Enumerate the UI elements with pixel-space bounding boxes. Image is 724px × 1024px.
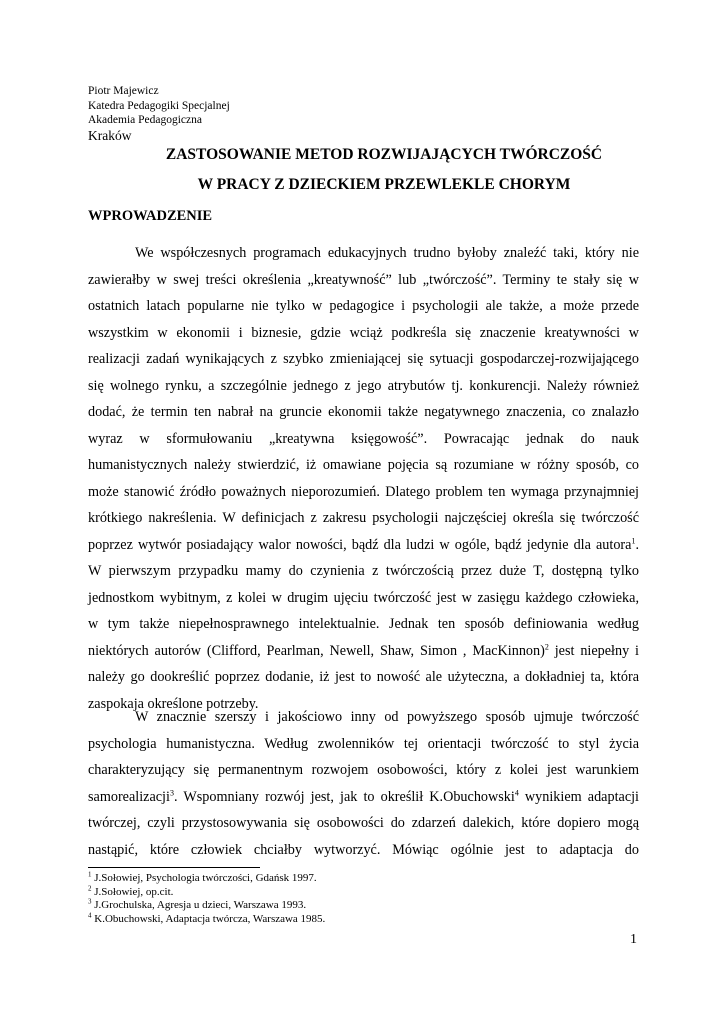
footnote-number: 4 [88,911,92,920]
department: Katedra Pedagogiki Specjalnej [88,99,230,112]
text-line: W pierwszym przypadku mamy do czynienia z twórczością przez duże T, dostępną tylko [88,563,639,579]
city: Kraków [88,127,132,143]
text-line: jednostkom wybitnym, z kolei w drugim ujęciu twórczość jest w zasięgu każdego człowieka, [88,589,639,606]
footnote-ref: 3 [169,787,174,797]
line-text: jest niepełny i [548,642,639,659]
text-line-with-footnote: poprzez wytwór posiadający walor nowości, bądź dla ludzi w ogóle, bądź jedynie dla autora$^1$. [88,535,639,553]
text-line-with-footnote [88,638,639,665]
footnote-number: 2 [88,883,92,892]
text-line: dodać, że termin ten nabrał na gruncie ekonomii także negatywnego znaczenia, co znalazło [88,404,639,420]
title-line-2: W PRACY Z DZIECKIEM PRZEWLEKLE CHORYM [197,176,571,193]
footnote-ref: 1 [631,535,636,545]
text-line: wyraz w sformułowaniu „kreatywna księgowość”. Powracając jednak do nauk [88,430,639,447]
footnotes [88,872,325,926]
footnote [88,872,325,886]
footnote [88,913,325,927]
author-block [88,84,230,144]
footnote-text: J.Grochulska, Agresja u dzieci, Warszawa 1993. [91,899,307,912]
text-line: wszystkim w ekonomii i biznesie, gdzie wciąż podkreśla się znaczenie kreatywności w [88,324,639,341]
author-name: Piotr Majewicz [88,85,159,97]
line-text: samorealizacji [88,788,170,805]
text-line: się wolnego rynku, a szczególnie jednego z jego atrybutów tj. konkurencji. Należy również [88,377,639,394]
footnote-number: 1 [88,870,92,879]
text-line: twórczej, czyli przystosowywania się osobowości do zdarzeń dalekich, które dopiero mogą [88,815,639,831]
paragraph-1 [88,240,639,717]
line-text: niektórych autorów (Clifford, Pearlman, Newell, Shaw, Simon , MacKinnon) [88,642,545,659]
text-line: realizacji zadań wynikających z szybko zmieniającej się sytuacji gospodarczej-rozwijającego [88,351,639,367]
section-heading: WPROWADZENIE [88,208,213,224]
text-line: psychologia humanistyczna. Według zwolenników tej orientacji twórczość to styl życia [88,735,639,752]
footnote-text: J.Sołowiej, Psychologia twórczości, Gdańsk 1997. [91,872,317,884]
line-text: wynikiem adaptacji [518,788,639,805]
page-number: 1 [630,932,637,947]
text-line: ostatnich latach popularne nie tylko w pedagogice i psychologii ale także, a może przede [88,298,639,314]
text-line-with-footnote [88,784,639,811]
text-line: charakteryzujący się permanentnym rozwojem osobowości, który z kolei jest warunkiem [88,762,639,778]
text-line: zawierałby w swej treści określenia „kreatywność” lub „twórczość”. Terminy te stały się w [88,271,639,288]
footnote-text: K.Obuchowski, Adaptacja twórcza, Warszawa 1985. [91,912,326,925]
footnote-number: 3 [88,897,92,906]
footnote-ref: 4 [514,787,519,797]
text-line: należy go dookreślić poprzez dodanie, iż jest to nowość ale użyteczna, a dokładniej ta, która [88,669,639,685]
paragraph-2 [88,704,639,863]
text-line: krótkiego nakreślenia. W definicjach z zakresu psychologii najczęściej określa się twórczość [88,510,639,526]
text-line: zaspokaja określone potrzeby. [88,695,259,712]
text-line: We współczesnych programach edukacyjnych trudno byłoby znaleźć taki, który nie [135,245,639,261]
text-line: nastąpić, które człowiek chciałby wytworzyć. Mówiąc ogólnie jest to adaptacja do [88,841,639,858]
text-line: może stanowić źródło poważnych nieporozumień. Dlatego problem ten wymaga przynajmniej [88,483,639,500]
text-line: w tym także niepełnosprawnego intelektualnie. Jednak ten sposób definiowania według [88,616,639,632]
footnote-separator [88,867,260,868]
line-text: poprzez wytwór posiadający walor nowości, bądź dla ludzi w ogóle, bądź jedynie dla autora [88,536,632,553]
title-line-1: ZASTOSOWANIE METOD ROZWIJAJĄCYCH TWÓRCZOŚĆ [165,146,603,163]
text-line: W znacznie szerszy i jakościowo inny od powyższego sposób ujmuje twórczość [135,709,639,725]
line-text: . Wspomniany rozwój jest, jak to określił K.Obuchowski [173,788,515,805]
text-line: humanistycznych należy stwierdzić, iż omawiane pojęcia są rozumiane w różny sposób, co [88,457,639,473]
footnote-ref: 2 [544,641,549,651]
academy: Akademia Pedagogiczna [88,114,202,126]
footnote [88,899,325,913]
footnote-text: J.Sołowiej, op.cit. [91,885,174,898]
footnote [88,883,325,900]
